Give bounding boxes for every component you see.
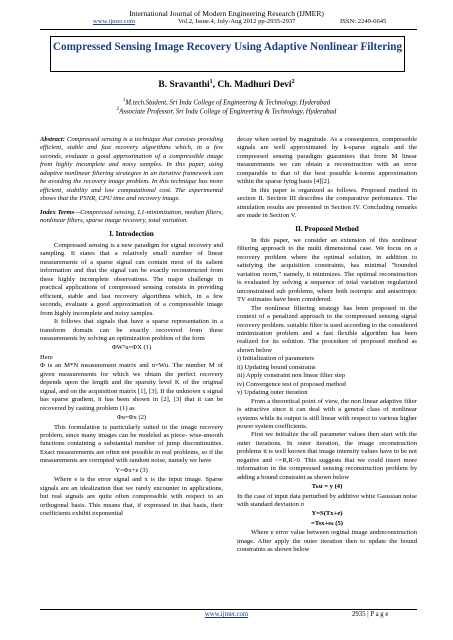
equation-5: Y=S(Tx+e) — [311, 510, 343, 518]
paragraph: This formulation is particularly suited to the image recovery problem, since many images can be modeled as piece- wise-smooth functions containing a substantial number of jump discontinuities. Exact measurements are often not possible in real problems, so if the measurements are corrupted with random noise, namely we have — [40, 423, 223, 465]
list-item: iii) Apply constraint non linear filter step — [237, 372, 346, 380]
journal-url-link[interactable]: www.ijmer.com — [93, 18, 136, 25]
paragraph: Φ is an M*N measurement matrix and α=Wu. The number M of given measurements for which we obtain the perfect recovery depends upon the length and the sparsity level K of the original signal, and on the acquisition matrix [1], [3]. If the unknown x signal has sparse gradient, it has been shown in [2], [3] that it can be recovered by casting problem (1) as — [40, 362, 223, 412]
footer-rule — [40, 609, 417, 610]
affiliation-1-text: M.tech.Student, Sri Indu College of Engineering & Technology, Hyderabad — [125, 99, 331, 107]
affiliation-1-sup: 1 — [122, 98, 126, 103]
left-column — [40, 136, 223, 518]
author-1-sup: 1 — [209, 79, 213, 85]
author-2-sup: 2 — [291, 79, 295, 85]
abstract-label: Abstract: — [40, 136, 65, 143]
list-item: iv) Convergence test of proposed method — [237, 380, 346, 388]
affiliation-2-sup: 2 — [116, 107, 120, 112]
header-rule — [40, 29, 417, 30]
equation-4: Tₖu = y (4) — [311, 483, 343, 491]
paper-title: Compressed Sensing Image Recovery Using Adaptive Nonlinear Filtering — [50, 36, 405, 72]
paragraph: Where e error value between orginal image andreconstruction image. After apply the outer iteration then to update the bound constraints as shown below — [237, 529, 417, 554]
affiliation-2 — [0, 105, 453, 116]
paragraph: The nonlinear filtering strategy has been proposed in the context of a penalized approach to the compressed sensing signal recovery problem. suitable filter is used according to the considered minimization problem and a fast flexible algorithm has been realized for its solution. The procedure of proposed method as shown below — [237, 304, 417, 354]
abstract — [40, 136, 223, 204]
author-line — [0, 79, 453, 90]
affiliation-2-text: Associate Professor, Sri Indu College of Engineering & Technology, Hyderabad — [119, 108, 337, 116]
paragraph: In the case of input data perturbed by additive white Gaussian noise with standard deviation σ — [237, 492, 417, 509]
paragraph: It follows that signals that have a sparse representation in a transform domain can be exactly recovered from these measurements by solving an optimization problem of the form — [40, 318, 223, 342]
page-number: 2935 | P a g e — [352, 611, 389, 618]
index-terms — [40, 209, 223, 226]
list-item: i) Initialization of parameters — [237, 355, 315, 363]
author-1: B. Sravanthi — [158, 80, 210, 91]
paragraph: In this paper, we consider an extension of this nonlinear filtering approach to the multi dimensional case. We focus on a recovery problem where the optimal solution, in addition to satisfying the acquisition constraints, has minimal "bounded variation norm," namely, it minimizes. The optimal reconstruction is evaluated by solving a sequence of total variation regularized unconstrained sub problems, where both isotropic and anisotropic TV estimates have been considered. — [237, 236, 417, 304]
abstract-text: Compressed sensing is a technique that consists providing efficient, stable and fast recovery algorithms which, in a few seconds, evaluate a good approximation of a compressible image from highly incomplete and noisy samples. In this paper, using adaptive nonlinear filtering strategies in an iterative framework can be avoiding the recovery image problem. In this technique has more efficient, stability and low computational cost. The experimental shows that the PSNR, CPU time and recovery image. — [40, 136, 223, 203]
paragraph: From a theoretical point of view, the non linear adaptive filter is attractive since it can deal with a general class of nonlinear systems while its output is still linear with respect to various higher power system coefficients. — [237, 397, 417, 430]
paragraph: decay when sorted by magnitude. As a consequence, compressible signals are well approximated by k-sparse signals and the compressed sensing paradigm guarantees that from M linear measurements we can obtain a reconstruction with an error comparable to that of the best possible k-terms approximation within the sparse fying basis [4][2]. — [237, 136, 417, 186]
right-column — [237, 136, 417, 555]
equation-6: =Tsx+eₛ (5) — [311, 519, 343, 527]
index-terms-label: Index Terms — [40, 208, 75, 216]
author-2: Ch. Madhuri Devi — [217, 80, 292, 91]
journal-volume: Vol.2, Issue.4, July-Aug 2012 pp-2935-2937 — [178, 18, 296, 25]
footer-url-link[interactable]: www.ijmer.com — [204, 611, 249, 618]
equation-3: Y=Φx+e (3) — [115, 466, 148, 474]
equation-2: Φu=Φx (2) — [116, 414, 147, 422]
author-separator: , — [212, 80, 218, 91]
journal-issn: ISSN: 2249-6645 — [340, 18, 387, 25]
list-item: ii) Updating bound constrains — [237, 363, 316, 371]
index-terms-text: —Compressed sensing, L1-minimization, median filters, nonlinear filters, sparse image recovery, total variation. — [40, 208, 224, 225]
paragraph: In this paper is organized as follows. Proposed method in section II. Section III describes the comparative perfomance. The simulation results are presented in Section IV. Concluding remarks are made in Section V. — [237, 186, 417, 220]
equation-1: ΦWᵀu=ΦX (1) — [111, 344, 152, 352]
journal-name: International Journal of Modern Engineering Research (IJMER) — [129, 9, 324, 18]
paragraph: Compressed sensing is a new paradigm for signal recovery and sampling. It states that a relatively small number of linear measurements of a sparse signal can contain most of its salient information and that the signal can be exactly reconstructed from these highly incomplete observations. The major challenge in practical applications of compressed sensing consists in providing efficient, stable and fast recovery algorithms which, in a few seconds, evaluate a good approximation of a compressible image from highly incomplete and noisy samples. — [40, 241, 223, 317]
section-heading-introduction: I. Introdection — [109, 229, 154, 238]
list-item: v) Updating outer iteration — [237, 389, 308, 397]
section-heading-proposed-method: II. Proposed Method — [295, 224, 359, 233]
paragraph: First we initialize the all parameter values then start with the outer iterations. In outer iteration, the image reconstruction problems it is well known that image intensity values have to be not negative and <=R,R>0. This suggests that we could insert more information in the compressed sensing reconstruction problem by adding a bound constraint as shown below — [237, 431, 417, 481]
here-label: Here — [40, 353, 53, 361]
paragraph: Where e is the error signal and x is the input image. Sparse signals are an idealization that we rarely encounter in applications, but real signals are quite often compressible with respect to an orthogonal basis. This means that, if expressed in that basis, their coefficients exhibit exponential — [40, 476, 223, 518]
